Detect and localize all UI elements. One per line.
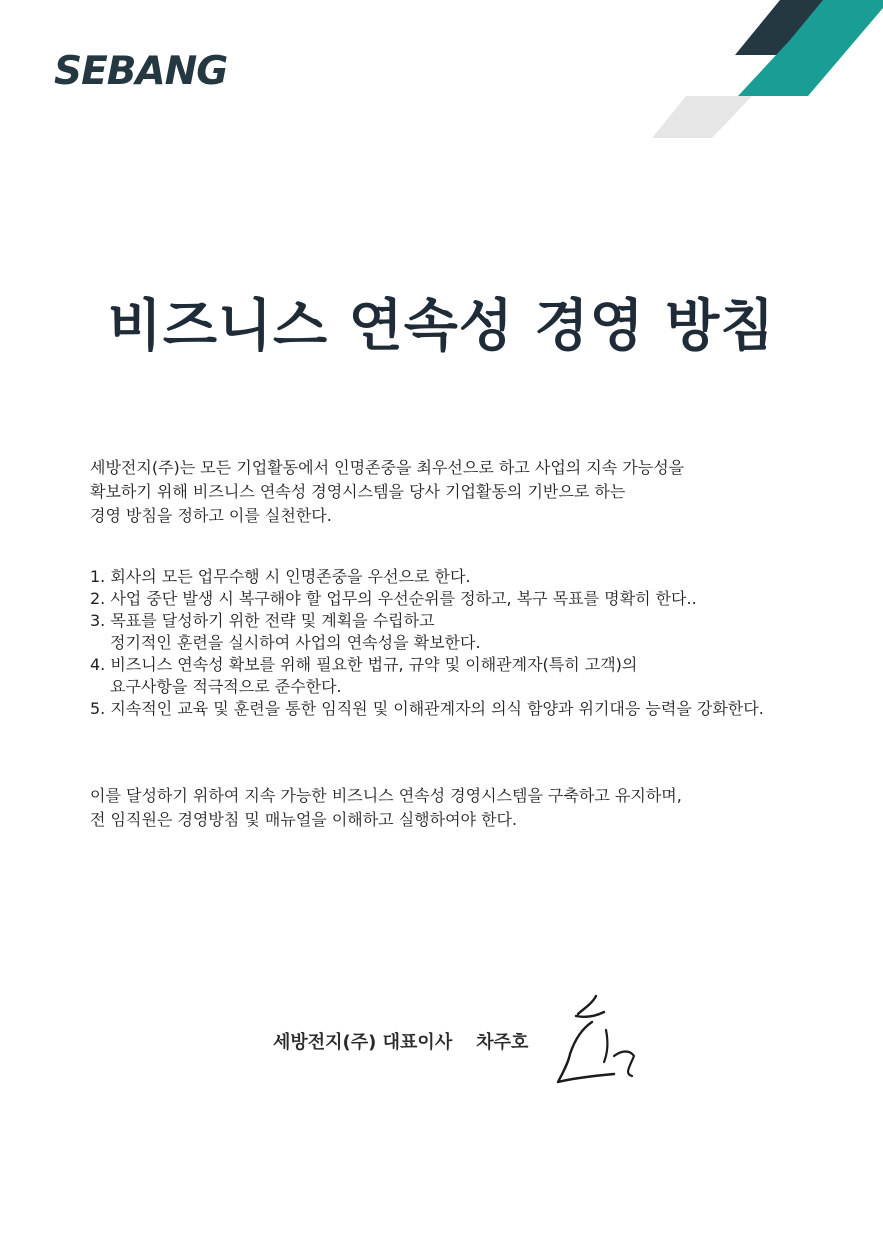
intro-line: 경영 방침을 정하고 이를 실천한다. [90,506,332,525]
policy-item [90,698,764,720]
policy-item [90,654,764,698]
closing-line: 이를 달성하기 위하여 지속 가능한 비즈니스 연속성 경영시스템을 구축하고 유지하며, [90,786,682,805]
sebang-logo [54,50,230,94]
policy-item-continuation: 정기적인 훈련을 실시하여 사업의 연속성을 확보한다. [110,633,481,652]
policy-item-text: 4. 비즈니스 연속성 확보를 위해 필요한 법규, 규약 및 이해관계자(특히 고객)의 [90,655,638,674]
intro-paragraph [90,456,850,528]
policy-item-text: 3. 목표를 달성하기 위한 전략 및 계획을 수립하고 [90,611,435,630]
handwritten-signature [552,990,652,1090]
closing-line: 전 임직원은 경영방침 및 매뉴얼을 이해하고 실행하여야 한다. [90,810,518,829]
intro-line: 세방전지(주)는 모든 기업활동에서 인명존중을 최우선으로 하고 사업의 지속 가능성을 [90,458,685,477]
corner-stripe-gray [652,96,752,138]
ceo-name: 차주호 [476,1032,529,1053]
policy-item [90,588,764,610]
closing-paragraph [90,784,850,832]
policy-item [90,566,764,588]
company-ceo-title: 세방전지(주) 대표이사 [273,1032,453,1053]
policy-item-text: 2. 사업 중단 발생 시 복구해야 할 업무의 우선순위를 정하고, 복구 목표를 명확히 한다.. [90,589,697,608]
policy-item [90,610,764,654]
policy-item-text: 1. 회사의 모든 업무수행 시 인명존중을 우선으로 한다. [90,567,471,586]
policy-item-text: 5. 지속적인 교육 및 훈련을 통한 임직원 및 이해관계자의 의식 함양과 위기대응 능력을 강화한다. [90,699,764,718]
corner-decoration [640,0,883,150]
page-title: 비즈니스 연속성 경영 방침 [107,294,776,359]
intro-line: 확보하기 위해 비즈니스 연속성 경영시스템을 당사 기업활동의 기반으로 하는 [90,482,626,501]
logo-text: SEBANG [54,50,228,94]
signature-block [273,1028,528,1054]
policy-item-continuation: 요구사항을 적극적으로 준수한다. [110,677,342,696]
policy-list [90,566,764,720]
